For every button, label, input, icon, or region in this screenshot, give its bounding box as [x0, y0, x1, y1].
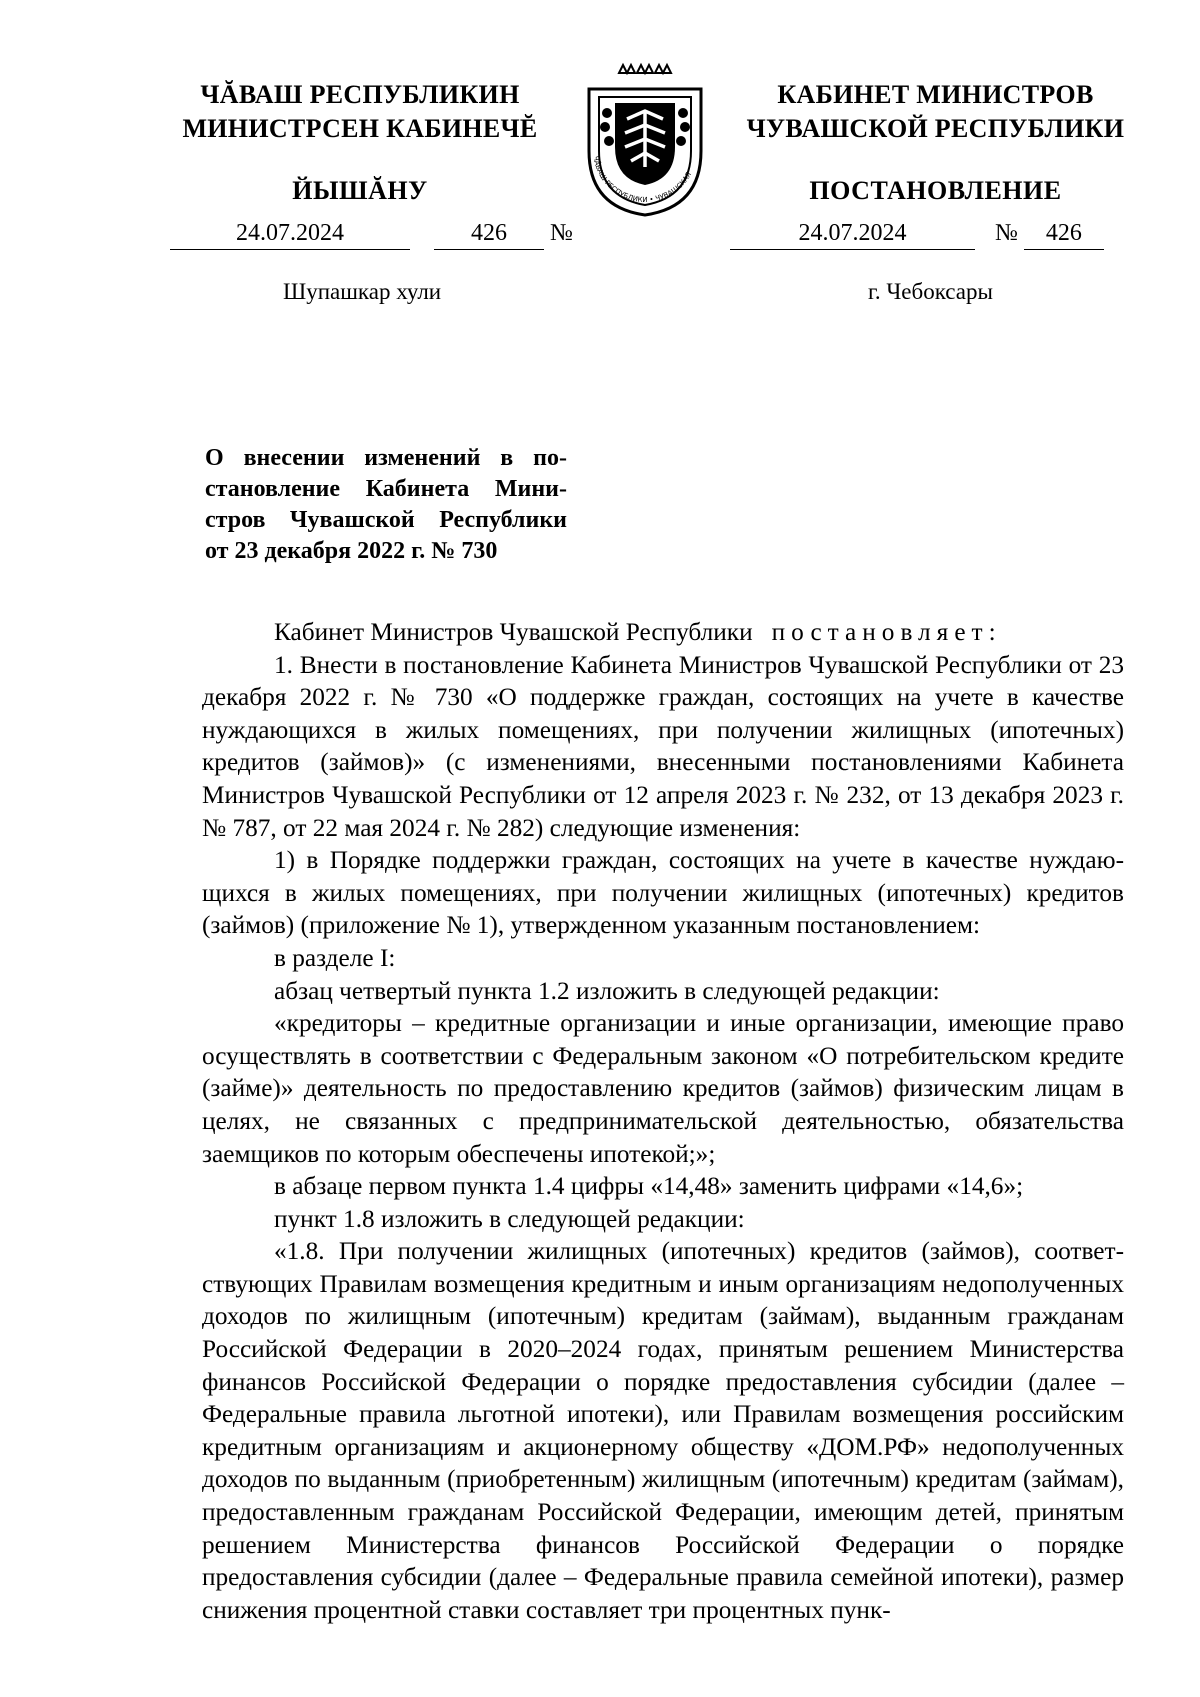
title-line-4: от 23 декабря 2022 г. № 730 [205, 538, 498, 564]
left-doc-type: ЙЫШĂНУ [292, 176, 428, 205]
title-line-1: О внесении изменений в по- [205, 445, 567, 471]
paragraph-1: 1. Внести в постановление Кабинета Министров Чувашской Республики от 23 декабря 2022 г. № 730 «О поддержке граждан, состоящих на учете в качестве нуждающихся в жилых помещениях, при получении жилищных (ипотечных) кредитов (займов)» (с изменениями, внесенными постановлениями Кабинета Министров Чувашской Республики от 12 апреля 2023 г. № 232, от 13 декабря 2023 г. № 787, от 22 мая 2024 г. № 282) следующие изменения: [202, 650, 1124, 842]
number-sign-left: № [550, 220, 573, 246]
left-org-line-1: ЧĂВАШ РЕСПУБЛИКИН [200, 80, 520, 109]
right-doc-type: ПОСТАНОВЛЕНИЕ [809, 176, 1062, 205]
number-right: 426 [1024, 218, 1104, 250]
paragraph-8: «1.8. При получении жилищных (ипотечных) кредитов (займов), соответствующих Правилам возмещения кредитным и иным организациям недополученных доходов по жилищным (ипотечным) кредитам (займам), выданным гражданам Российской Федерации в 2020–2024 годах, принятым решением Министерства финансов Российской Федерации о порядке предоставления субсидии (далее – Федеральные правила льготной ипотеки), или Правилам возмещения российским кредитным организациям и акционерному обществу «ДОМ.РФ» недополученных доходов по выданным (приобретенным) жилищным (ипотечным) кредитам (займам), предоставленным гражданам Российской Федерации, имеющим детей, принятым решением Министерства финансов Российской Федерации о порядке предоставления субсидии (далее – Федеральные правила семейной ипотеки), размер снижения процентной ставки составляет три процентных пунк- [202, 1237, 1124, 1624]
paragraph-7: пункт 1.8 изложить в следующей редакции: [274, 1204, 745, 1233]
chuvash-emblem-icon [575, 55, 715, 220]
header-left-chuvash [150, 78, 570, 208]
document-body [202, 616, 1124, 1626]
city-left: Шупашкар хули [283, 279, 442, 304]
number-left: 426 [434, 218, 544, 250]
header-right-russian [728, 78, 1143, 208]
right-org-line-1: КАБИНЕТ МИНИСТРОВ [777, 80, 1094, 109]
intro-spaced-verb: постановляет: [771, 618, 1002, 646]
title-line-2: становление Кабинета Мини- [205, 476, 567, 502]
paragraph-4: абзац четвертый пункта 1.2 изложить в следующей редакции: [274, 976, 940, 1005]
title-line-3: стров Чувашской Республики [205, 507, 567, 533]
paragraph-2: 1) в Порядке поддержки граждан, состоящих на учете в качестве нуждающихся в жилых помещениях, при получении жилищных (ипотечных) кредитов (займов) (приложение № 1), утвержденном указанным постановлением: [202, 846, 1124, 940]
paragraph-6: в абзаце первом пункта 1.4 цифры «14,48» заменить цифрами «14,6»; [274, 1172, 1024, 1201]
city-right: г. Чебоксары [868, 279, 993, 304]
intro-text: Кабинет Министров Чувашской Республики [274, 618, 753, 646]
paragraph-3: в разделе I: [274, 943, 396, 972]
intro-paragraph [202, 616, 1124, 649]
date-number-right [730, 218, 1104, 250]
left-org-line-2: МИНИСТРСЕН КАБИНЕЧĔ [182, 114, 538, 143]
date-right: 24.07.2024 [730, 218, 975, 250]
document-title [205, 443, 567, 567]
paragraph-5: «кредиторы – кредитные организации и иные организации, имеющие право осуществлять в соответствии с Федеральным законом «О потребительском кредите (займе)» деятельность по предоставлению кредитов (займов) физическим лицам в целях, не связанных с предпринимательской деятельностью, обязательства заемщиков по которым обеспечены ипотекой;»; [202, 1009, 1124, 1168]
date-left: 24.07.2024 [170, 218, 410, 250]
emblem-ring-text: ЧĂВАШ РЕСПУБЛИКИ • ЧУВАШСКАЯ [591, 155, 694, 205]
number-sign-right: № [995, 220, 1018, 246]
date-number-left [170, 218, 573, 250]
right-org-line-2: ЧУВАШСКОЙ РЕСПУБЛИКИ [746, 114, 1125, 143]
